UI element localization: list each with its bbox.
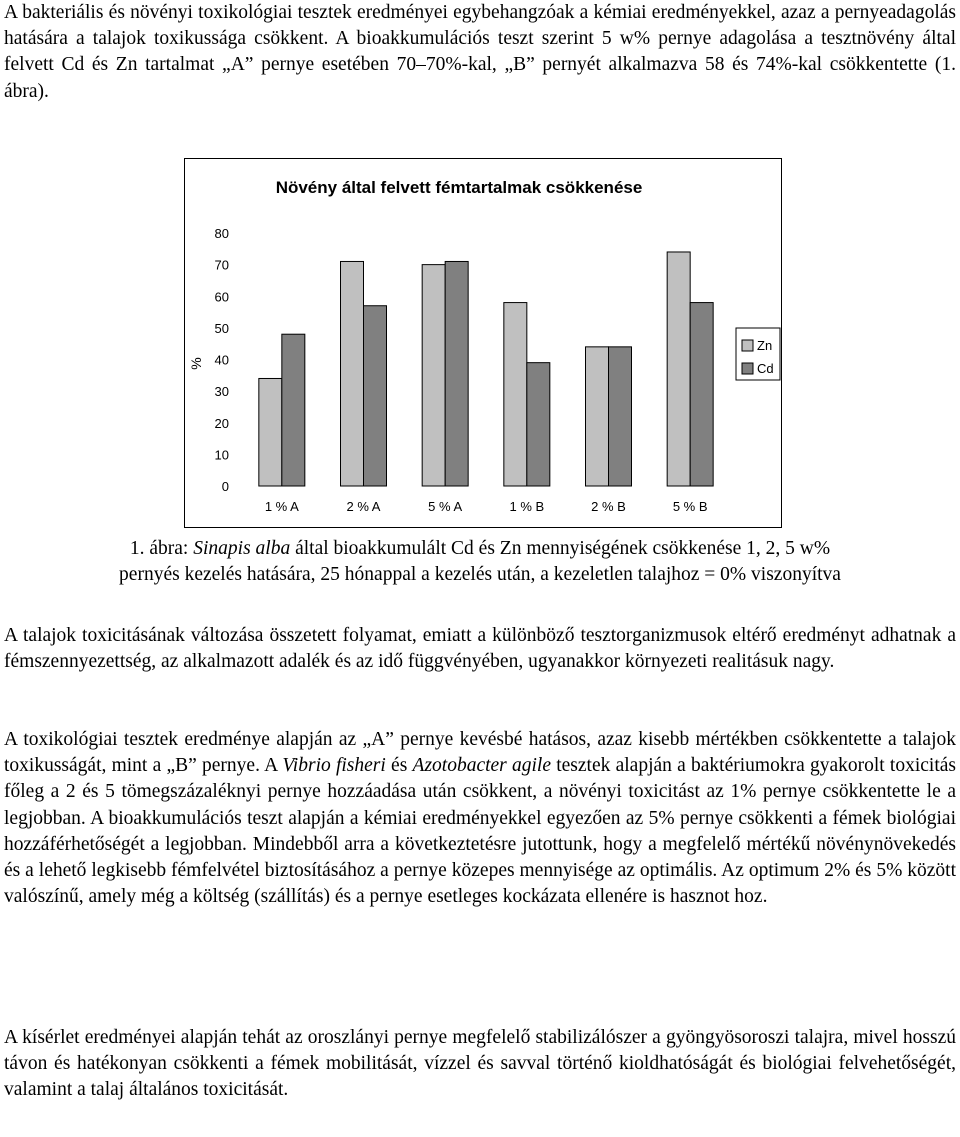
conclusion-paragraph: A kísérlet eredményei alapján tehát az oroszlányi pernye megfelelő stabilizálószer a gyöngyösoroszi talajra, mivel hosszú távon és hatékonyan csökkenti a fémek mobilitását, vízzel és savval történő kioldhatóságát és biológiai felvehetőségét, valamint a talaj általános toxicitását. xyxy=(4,1027,956,1101)
bars xyxy=(259,252,713,486)
x-tick-labels xyxy=(265,499,708,514)
figure-1-chart xyxy=(184,158,782,528)
legend-swatch-cd xyxy=(742,363,753,374)
legend-swatch-zn xyxy=(742,340,753,351)
bar-cd-3 xyxy=(445,261,468,486)
results-paragraph xyxy=(4,727,956,910)
y-tick-label: 80 xyxy=(214,226,229,241)
bar-zn-2 xyxy=(341,261,364,486)
caption-prefix: 1. ábra: xyxy=(129,538,194,559)
y-tick-label: 50 xyxy=(214,320,229,336)
x-tick-label: 1 % B xyxy=(509,499,545,514)
bar-cd-2 xyxy=(364,306,387,486)
caption-species: Sinapis alba xyxy=(193,538,291,559)
caption-line-1-rest: által bioakkumulált Cd és Zn mennyiségének csökkenése 1, 2, 5 w% xyxy=(290,538,831,559)
bar-zn-4 xyxy=(504,303,527,486)
caption-line-2: pernyés kezelés hatására, 25 hónappal a kezelés után, a kezeletlen talajhoz = 0% viszonyítva xyxy=(119,564,841,586)
legend xyxy=(736,328,780,380)
x-tick-label: 1 % A xyxy=(264,499,299,514)
bar-cd-6 xyxy=(690,303,713,486)
y-axis-label: % xyxy=(188,357,204,370)
intro-paragraph: A bakteriális és növényi toxikológiai tesztek eredményei egybehangzóak a kémiai eredményekkel, azaz a pernyeadagolás hatására a talajok toxikussága csökkent. A bioakkumulációs teszt szerint 5 w% pernye adagolása a tesztnövény által felvett Cd és Zn tartalmat „A” pernye esetében 70–70%-kal, „B” pernyét alkalmazva 58 és 74%-kal csökkentette (1. ábra). xyxy=(4,2,956,102)
azotobacter-name: Azotobacter agile xyxy=(412,755,551,777)
x-tick-label: 5 % A xyxy=(428,499,463,514)
y-tick-label: 10 xyxy=(214,447,229,463)
results-text-2: és xyxy=(385,755,413,777)
y-tick-label: 30 xyxy=(214,384,229,400)
y-tick-label: 60 xyxy=(214,289,229,305)
bar-cd-5 xyxy=(609,347,632,486)
legend-label-cd: Cd xyxy=(757,361,774,376)
bar-cd-1 xyxy=(282,334,305,486)
bar-zn-5 xyxy=(586,347,609,486)
y-tick-label: 40 xyxy=(214,352,229,368)
bar-zn-1 xyxy=(259,378,282,486)
toxicity-paragraph: A talajok toxicitásának változása összetett folyamat, emiatt a különböző tesztorganizmusok eltérő eredményt adhatnak a fémszennyezettség, az alkalmazott adalék és az idő függvényében, ugyanakkor környezeti realitásuk nagy. xyxy=(4,625,956,673)
results-text-1: A toxikológiai tesztek eredménye alapján az „A” pernye kevésbé hatásos, azaz kisebb mértékben csökkentette a talajok toxikusságát, mint a „B” pernye. A xyxy=(4,729,956,777)
y-tick-labels xyxy=(215,226,229,494)
x-tick-label: 5 % B xyxy=(672,499,708,514)
figure-caption xyxy=(4,536,956,588)
legend-label-zn: Zn xyxy=(757,338,773,353)
vibrio-name: Vibrio fisheri xyxy=(282,755,386,777)
bar-zn-3 xyxy=(422,265,445,486)
results-text-3: tesztek alapján a baktériumokra gyakorolt toxicitás főleg a 2 és 5 tömegszázaléknyi pernye hozzáadása után csökkent, a növényi toxicitást az 1% pernye csökkentette le a legjobban. A bioakkumulációs teszt alapján a kémiai eredményekkel egyezően az 5% pernye csökkenti a fémek biológiai hozzáférhetőségét a legjobban. Mindebből arra a következtetésre jutottunk, hogy a megfelelő mértékű növénynövekedés és a lehető legkisebb fémfelvétel biztosításához a pernye közepes mennyisége az optimális. Az optimum 2% és 5% között valószínű, amely még a költség (szállítás) és a pernye esetleges kockázata ellenére is hasznot hoz. xyxy=(4,755,956,908)
chart-title: Növény által felvett fémtartalmak csökkenése xyxy=(275,178,643,197)
y-tick-label: 20 xyxy=(214,415,229,431)
y-tick-label: 70 xyxy=(214,257,229,273)
bar-cd-4 xyxy=(527,363,550,486)
y-tick-label: 0 xyxy=(221,479,229,494)
chart-svg xyxy=(185,159,781,527)
bar-zn-6 xyxy=(667,252,690,486)
x-tick-label: 2 % B xyxy=(591,499,626,514)
x-tick-label: 2 % A xyxy=(346,499,381,514)
